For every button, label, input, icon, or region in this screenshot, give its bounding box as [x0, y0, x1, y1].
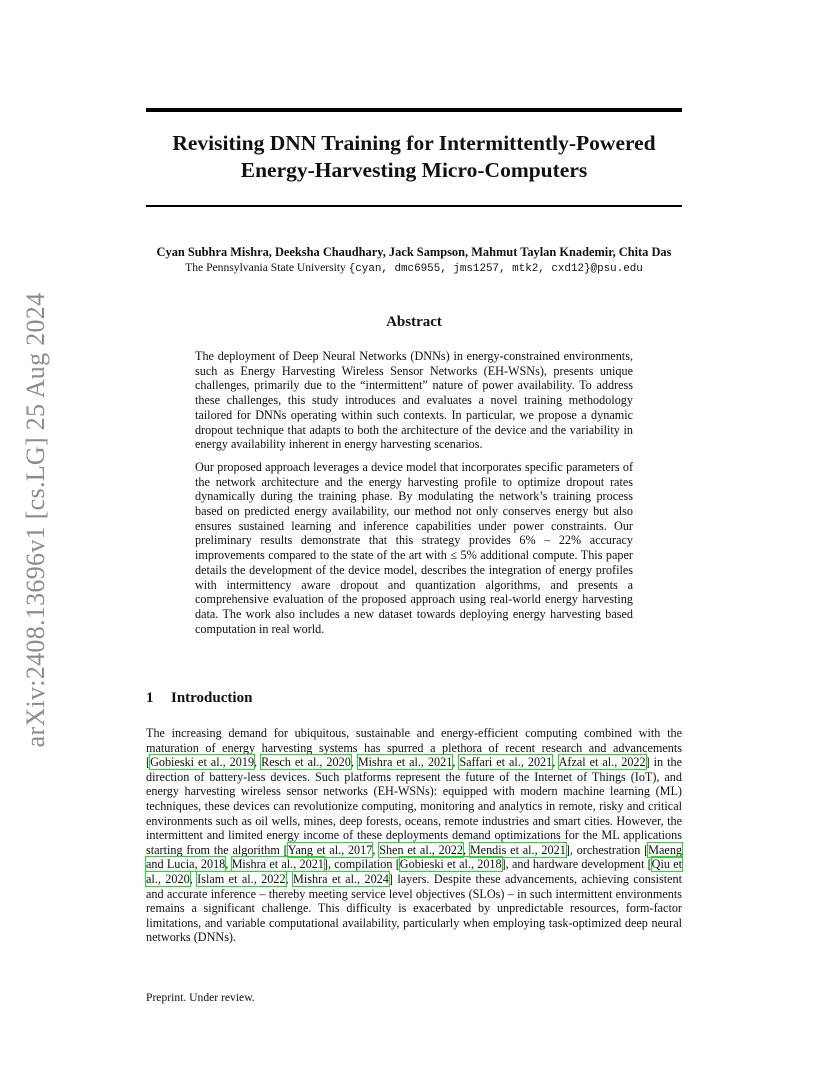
intro-text: ] in the direction of battery-less devices. Such platforms represent the future of the Internet of Things (IoT), and energy harvesting wireless sensor networks (EH-WSNs): equipped with modern machine learning (ML) techniques, these devices can revolutionize computing, monitoring and analytics in remote, risky and critical environments such as oil wells, mines, deep forests, oceans, remote industries and smart cities. However, the intermittent and limited energy income of these deployments demand optimizations for the ML applications starting from the algorithm [ — [146, 755, 682, 857]
citation-separator: , — [552, 755, 559, 770]
title-rule-bottom — [146, 205, 682, 207]
citation-separator: , — [462, 842, 470, 857]
abstract-heading: Abstract — [386, 314, 442, 330]
citation-link[interactable]: Mishra et al., 2021 — [231, 857, 324, 872]
title-line-1: Revisiting DNN Training for Intermittently-Powered — [172, 131, 656, 155]
citation-separator: , — [350, 755, 358, 770]
author-list: Cyan Subhra Mishra, Deeksha Chaudhary, Jack Sampson, Mahmut Taylan Knademir, Chita Das — [156, 245, 672, 259]
citation-link[interactable]: Saffari et al., 2021 — [459, 755, 553, 770]
citation-link[interactable]: Mendis et al., 2021 — [469, 842, 566, 857]
citation-separator: , — [254, 755, 262, 770]
citation-link[interactable]: Gobieski et al., 2018 — [399, 857, 502, 872]
intro-text: ], compilation [ — [323, 857, 400, 872]
citation-link[interactable]: Afzal et al., 2022 — [558, 755, 646, 770]
citation-separator: , — [225, 857, 232, 872]
introduction-body — [146, 726, 682, 945]
citation-link[interactable]: Yang et al., 2017 — [287, 842, 373, 857]
affiliation: The Pennsylvania State University — [185, 261, 346, 274]
section-heading-introduction — [146, 688, 682, 708]
abstract-paragraph-1: The deployment of Deep Neural Networks (DNNs) in energy-constrained environments, such as Energy Harvesting Wireless Sensor Networks (EH-WSNs), presents unique challenges, primarily due to the “intermittent” nature of power availability. To address these challenges, this study introduces and evaluates a novel training methodology tailored for DNNs operating within such contexts. In particular, we propose a dynamic dropout technique that adapts to both the architecture of the device and the variability in energy availability inherent in energy harvesting scenarios. — [195, 349, 633, 452]
citation-link[interactable]: Mishra et al., 2021 — [357, 755, 453, 770]
section-number: 1 — [146, 690, 154, 706]
title-line-2: Energy-Harvesting Micro-Computers — [240, 158, 588, 182]
intro-text: ] layers. Despite these advancements, achieving consistent and accurate inference – thereby meeting service level objectives (SLOs) – in such intermittent environments remains a significant challenge. This difficulty is exacerbated by unpredictable resources, form-factor limitations, and variable computational availability, particularly when employing task-optimized deep neural networks (DNNs). — [146, 871, 683, 945]
abstract-paragraph-2: Our proposed approach leverages a device model that incorporates specific parameters of the network architecture and the energy harvesting profile to optimize dropout rates dynamically during the training phase. By modulating the network’s training process based on predicted energy availability, our method not only conserves energy but also ensures sustained learning and inference capabilities under power constraints. Our preliminary results demonstrate that this strategy provides 6% – 22% accuracy improvements compared to the state of the art with ≤ 5% additional compute. This paper details the development of the device model, describes the integration of energy profiles with intermittency aware dropout and quantization algorithms, and presents a comprehensive evaluation of the proposed approach using real-world energy harvesting data. The work also includes a new dataset towards deploying energy harvesting based computation in real world. — [195, 459, 633, 636]
citation-link[interactable]: Gobieski et al., 2019 — [150, 755, 255, 770]
section-title: Introduction — [171, 690, 253, 706]
citation-link[interactable]: Islam et al., 2022 — [197, 871, 286, 886]
arxiv-identifier: arXiv:2408.13696v1 [cs.LG] 25 Aug 2024 — [21, 292, 50, 748]
citation-separator: , — [372, 842, 380, 857]
paper-title — [146, 130, 682, 184]
citation-separator: , — [189, 871, 198, 886]
citation-link[interactable]: Shen et al., 2022 — [379, 842, 463, 857]
intro-text: ], and hardware development [ — [501, 857, 652, 872]
arxiv-sidebar — [16, 282, 56, 758]
citation-link[interactable]: Resch et al., 2020 — [261, 755, 351, 770]
title-rule-top — [146, 108, 682, 112]
citation-link[interactable]: Maeng and Lucia, 2018 — [146, 842, 683, 872]
introduction-paragraph — [146, 726, 682, 945]
citation-link[interactable]: Mishra et al., 2024 — [293, 871, 389, 886]
intro-text: The increasing demand for ubiquitous, sustainable and energy-efficient computing combined with the maturation of energy harvesting systems has spurred a plethora of recent research and advancements [ — [146, 726, 682, 770]
preprint-footer: Preprint. Under review. — [146, 991, 255, 1004]
abstract-body — [195, 349, 633, 644]
author-emails: {cyan, dmc6955, jms1257, mtk2, cxd12}@psu.edu — [348, 263, 643, 275]
citation-separator: , — [285, 871, 294, 886]
citation-link[interactable]: Qiu et al., 2020 — [146, 857, 682, 886]
intro-text: ], orchestration [ — [565, 842, 649, 857]
citation-separator: , — [452, 755, 460, 770]
affiliation-line — [100, 260, 728, 277]
